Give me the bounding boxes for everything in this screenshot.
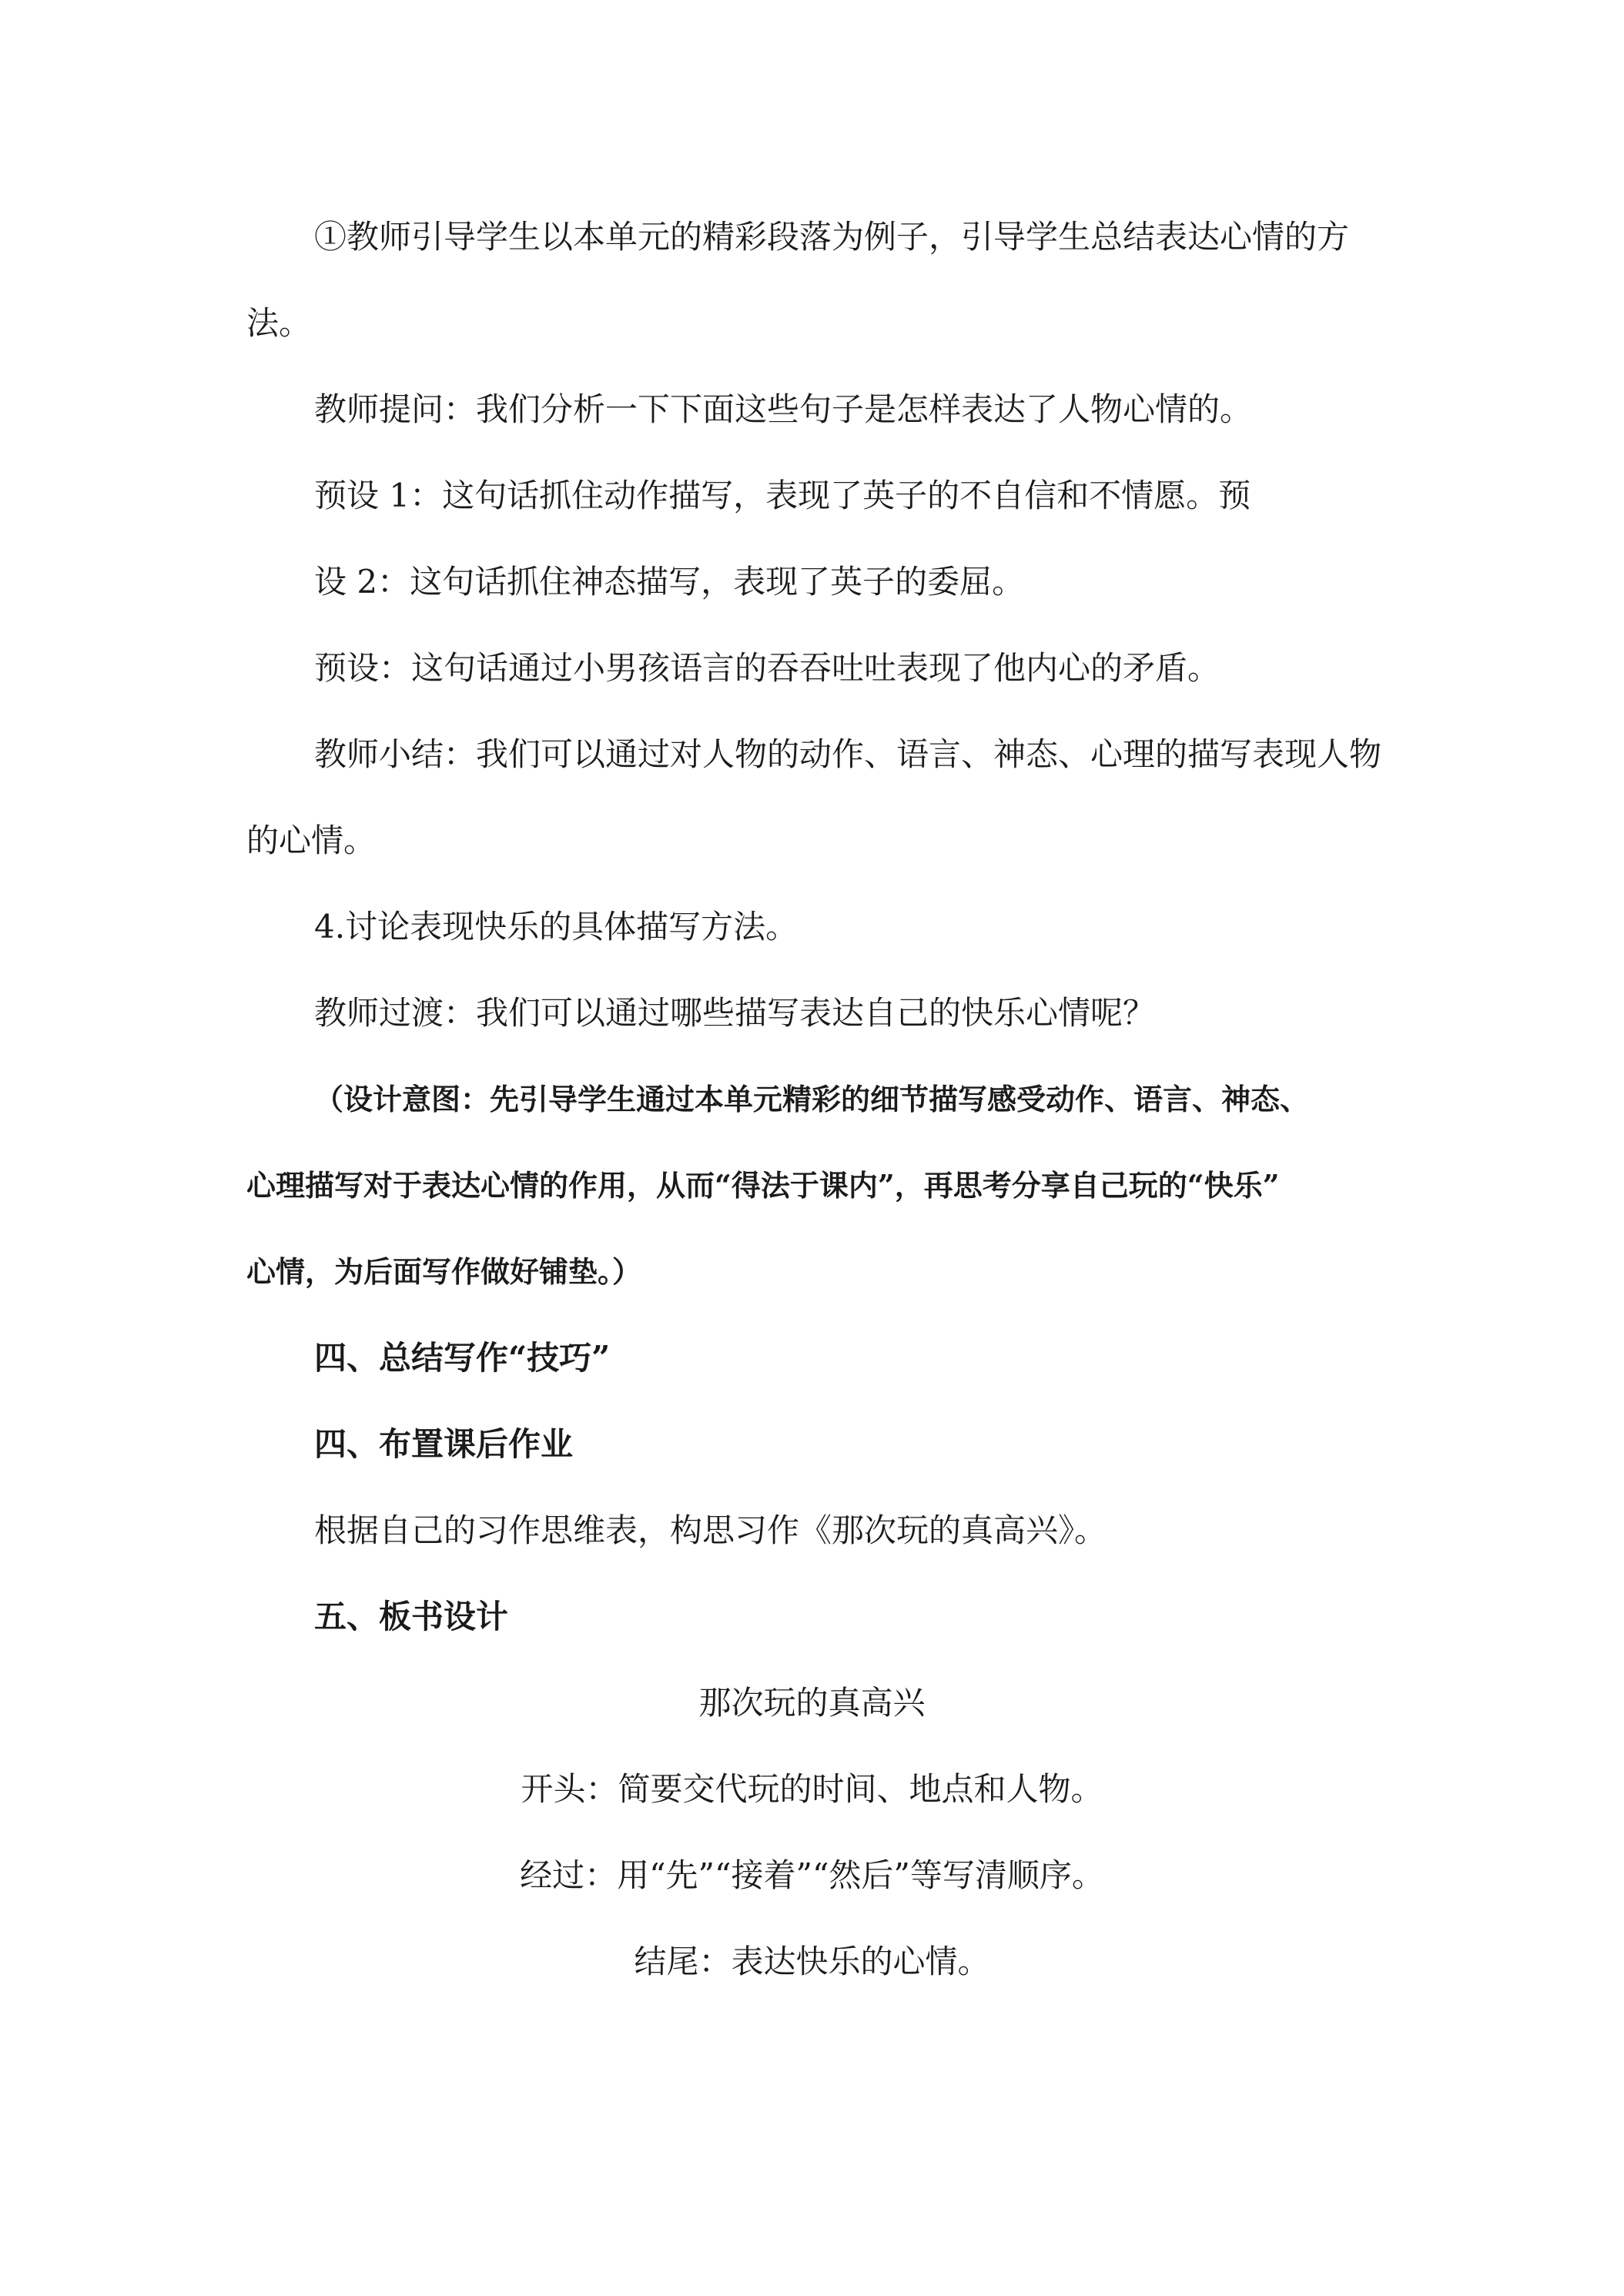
paragraph-teacher-question: 教师提问：我们分析一下下面这些句子是怎样表达了人物心情的。: [314, 390, 1253, 428]
heading-board-design: 五、板书设计: [314, 1598, 509, 1635]
paragraph-method-intro-cont: 法。: [246, 304, 312, 342]
paragraph-discussion: 4.讨论表现快乐的具体描写方法。: [314, 908, 799, 946]
paragraph-preset-3: 预设：这句话通过小男孩语言的吞吞吐吐表现了他内心的矛盾。: [314, 649, 1221, 687]
heading-summary-skills: 四、总结写作“技巧”: [314, 1339, 611, 1377]
paragraph-preset-1: 预设 1：这句话抓住动作描写，表现了英子的不自信和不情愿。预: [314, 477, 1251, 514]
board-line-ending: 结尾：表达快乐的心情。: [634, 1943, 990, 1980]
paragraph-teacher-summary: 教师小结：我们可以通过对人物的动作、语言、神态、心理的描写表现人物: [314, 735, 1382, 773]
paragraph-homework: 根据自己的习作思维表，构思习作《那次玩的真高兴》。: [314, 1511, 1107, 1549]
paragraph-design-intent: （设计意图：先引导学生通过本单元精彩的细节描写感受动作、语言、神态、: [314, 1082, 1310, 1116]
heading-homework: 四、布置课后作业: [314, 1425, 574, 1463]
paragraph-teacher-transition: 教师过渡：我们可以通过哪些描写表达自己的快乐心情呢？: [314, 994, 1156, 1032]
paragraph-method-intro: ①教师引导学生以本单元的精彩段落为例子，引导学生总结表达心情的方: [314, 218, 1350, 256]
board-title: 那次玩的真高兴: [698, 1684, 926, 1722]
paragraph-design-intent-cont-1: 心理描写对于表达心情的作用，从而“得法于课内”，再思考分享自己玩的“快乐”: [246, 1168, 1280, 1203]
board-line-opening: 开头：简要交代玩的时间、地点和人物。: [521, 1770, 1103, 1808]
paragraph-teacher-summary-cont: 的心情。: [246, 822, 377, 859]
board-line-process: 经过：用“先”“接着”“然后”等写清顺序。: [520, 1856, 1104, 1894]
paragraph-design-intent-cont-2: 心情，为后面写作做好铺垫。）: [246, 1254, 642, 1289]
paragraph-preset-2: 设 2：这句话抓住神态描写，表现了英子的委屈。: [314, 563, 1025, 601]
